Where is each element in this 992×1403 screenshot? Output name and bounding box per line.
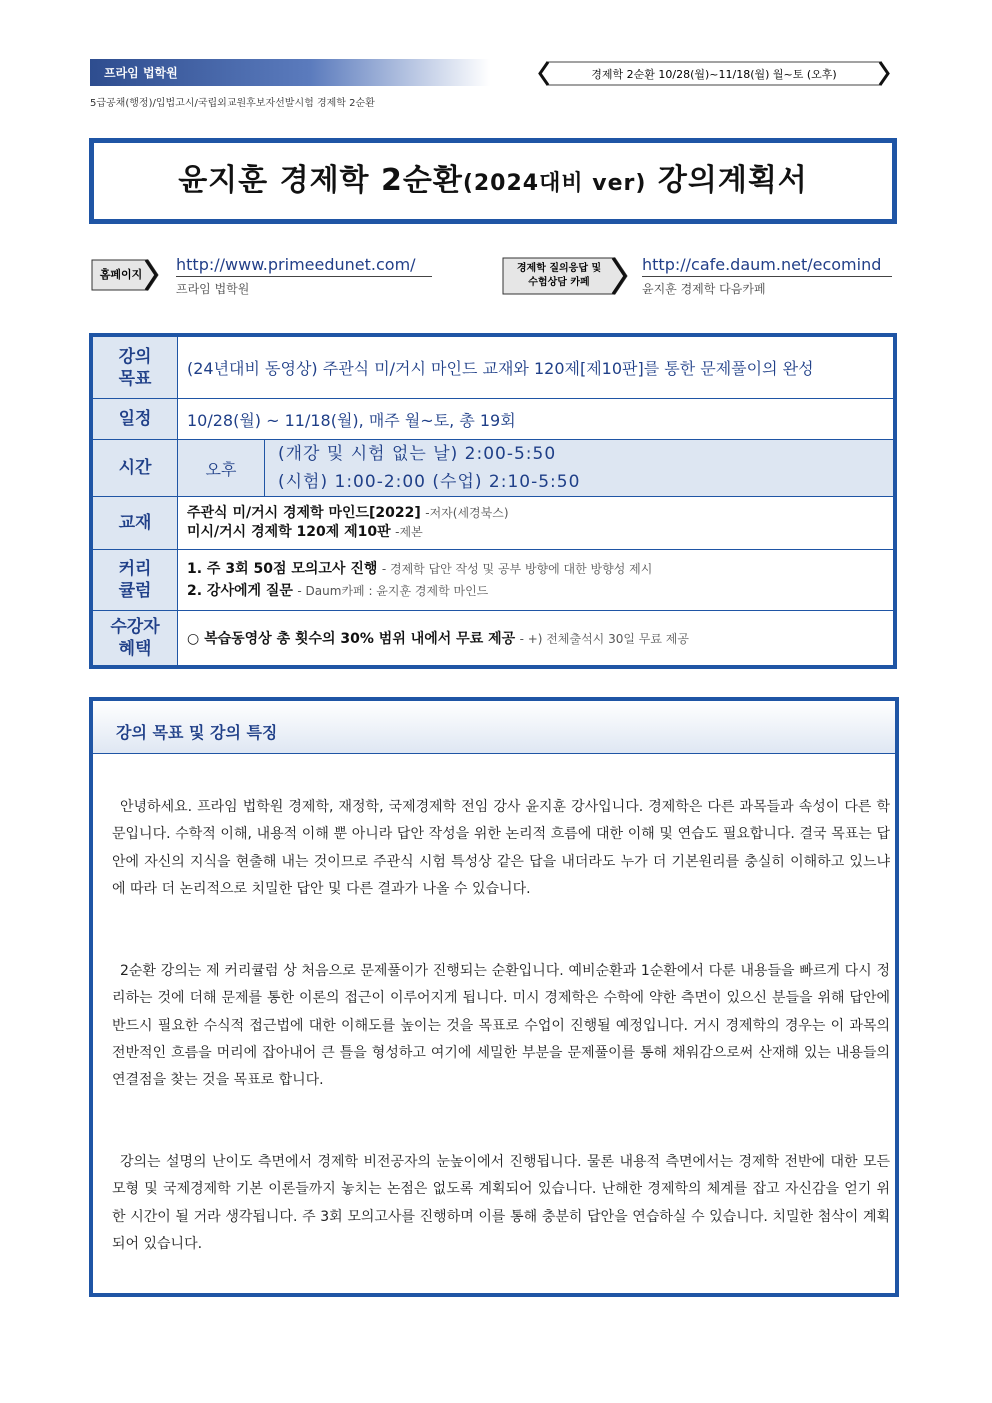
homepage-badge-label: 홈페이지 (99, 268, 143, 281)
curriculum-item-1: 1. 주 3회 50점 모의고사 진행 (187, 561, 378, 577)
goal-value: (24년대비 동영상) 주관식 미/거시 마인드 교재와 120제[제10판]를 통한 문제풀이의 완성 (187, 359, 814, 378)
book-1-note: -저자(세경북스) (425, 506, 509, 520)
schedule-text: 경제학 2순환 10/28(월)~11/18(월) 월~토 (오후) (591, 68, 837, 81)
course-info-table (89, 333, 897, 669)
curriculum-item-2: 2. 강사에게 질문 (187, 583, 293, 599)
curriculum-item-2-note: - Daum카페 : 윤지훈 경제학 마인드 (297, 584, 489, 598)
cafe-link-underline (642, 276, 892, 277)
books-value (178, 497, 893, 549)
time-values (265, 440, 893, 496)
benefit-row (93, 611, 893, 665)
paragraph-2: 2순환 강의는 제 커리큘럼 상 처음으로 문제풀이가 진행되는 순환입니다. 예비순환과 1순환에서 다룬 내용들을 빠르게 다시 정리하는 것에 더해 문제를 통한 이론의 접근이 이루어지게 됩니다. 미시 경제학은 수학에 약한 측면이 있으신 분들을 위해 답안에 반드시 필요한 수식적 접근법에 대한 이해도를 높이는 것을 목표로 수업이 진행될 예정입니다. 거시 경제학의 경우는 이 과목의 전반적인 흐름을 머리에 잡아내어 큰 틀을 형성하고 여기에 세밀한 부분을 문제풀이를 통해 채워감으로써 산재해 있는 내용들의 연결점을 찾는 것을 목표로 합니다. (112, 963, 890, 1089)
time-label: 시간 (93, 440, 178, 496)
period-value: 10/28(월) ~ 11/18(월), 매주 월~토, 총 19회 (187, 410, 516, 430)
brand-bar (90, 59, 490, 86)
features-box (89, 697, 899, 1297)
title-box (89, 138, 897, 224)
exam-subtitle: 5급공채(행정)/입법고시/국립외교원후보자선발시험 경제학 2순환 (90, 98, 375, 109)
title-main: 윤지훈 경제학 2순환 (178, 163, 463, 198)
curriculum-label: 커리 큘럼 (93, 550, 178, 610)
time-line-1: (개강 및 시험 없는 날) 2:00-5:50 (278, 444, 557, 464)
period-label: 일정 (93, 399, 178, 439)
benefit-value (178, 611, 893, 665)
brand-name: 프라임 법학원 (104, 66, 178, 80)
curriculum-row (93, 550, 893, 611)
curriculum-value (178, 550, 893, 610)
benefit-label: 수강자 혜택 (93, 611, 178, 665)
paragraph-3: 강의는 설명의 난이도 측면에서 경제학 비전공자의 눈높이에서 진행됩니다. 물론 내용적 측면에서는 경제학 전반에 대한 모든 모형 및 국제경제학 기본 이론들까지 놓치는 논점은 없도록 계획되어 있습니다. 난해한 경제학의 체계를 잡고 자신감을 얻기 위한 시간이 될 거라 생각됩니다. 주 3회 모의고사를 진행하며 이를 통해 충분히 답안을 연습하실 수 있습니다. 치밀한 첨삭이 계획되어 있습니다. (112, 1154, 890, 1252)
paragraph-1: 안녕하세요. 프라임 법학원 경제학, 재정학, 국제경제학 전임 강사 윤지훈 강사입니다. 경제학은 다른 과목들과 속성이 다른 학문입니다. 수학적 이해, 내용적 이해 뿐 아니라 답안 작성을 위한 논리적 흐름에 대한 이해 및 연습도 필요합니다. 결국 목표는 답안에 자신의 지식을 현출해 내는 것이므로 주관식 시험 특성상 같은 답을 내더라도 누가 더 기본원리를 충실히 이해하고 있느냐에 따라 더 논리적으로 치밀한 답안 및 다른 결과가 나올 수 있습니다. (112, 799, 890, 897)
time-line-2: (시험) 1:00-2:00 (수업) 2:10-5:50 (278, 472, 581, 492)
benefit-text: ○ 복습동영상 총 횟수의 30% 범위 내에서 무료 제공 (187, 631, 516, 647)
cafe-badge-label (501, 256, 617, 296)
homepage-caption: 프라임 법학원 (176, 282, 250, 296)
time-slot: 오후 (178, 440, 265, 496)
page-title (94, 143, 892, 222)
homepage-link[interactable]: http://www.primeedunet.com/ (176, 255, 416, 274)
curriculum-item-1-note: - 경제학 답안 작성 및 공부 방향에 대한 방향성 제시 (381, 562, 653, 576)
book-2: 미시/거시 경제학 120제 제10판 (187, 524, 391, 540)
goal-label: 강의 목표 (93, 337, 178, 398)
features-heading: 강의 목표 및 강의 특징 (116, 723, 278, 742)
book-1: 주관식 미/거시 경제학 마인드[2022] (187, 505, 421, 521)
cafe-badge (501, 256, 629, 296)
homepage-link-underline (176, 276, 432, 277)
homepage-badge (90, 258, 160, 292)
books-label: 교재 (93, 497, 178, 549)
schedule-banner (538, 60, 890, 87)
cafe-badge-line2: 수험상담 카페 (528, 277, 590, 288)
period-row (93, 399, 893, 440)
books-row (93, 497, 893, 550)
cafe-badge-line1: 경제학 질의응답 및 (516, 263, 602, 274)
book-2-note: -제본 (395, 525, 423, 539)
cafe-caption: 윤지훈 경제학 다음카페 (642, 282, 766, 296)
cafe-link[interactable]: http://cafe.daum.net/ecomind (642, 255, 882, 274)
benefit-note: - +) 전체출석시 30일 무료 제공 (519, 632, 689, 646)
time-row (93, 440, 893, 497)
features-header (93, 701, 895, 754)
title-end: 강의계획서 (657, 163, 808, 198)
title-paren: (2024대비 ver) (462, 171, 647, 196)
goal-row (93, 337, 893, 399)
